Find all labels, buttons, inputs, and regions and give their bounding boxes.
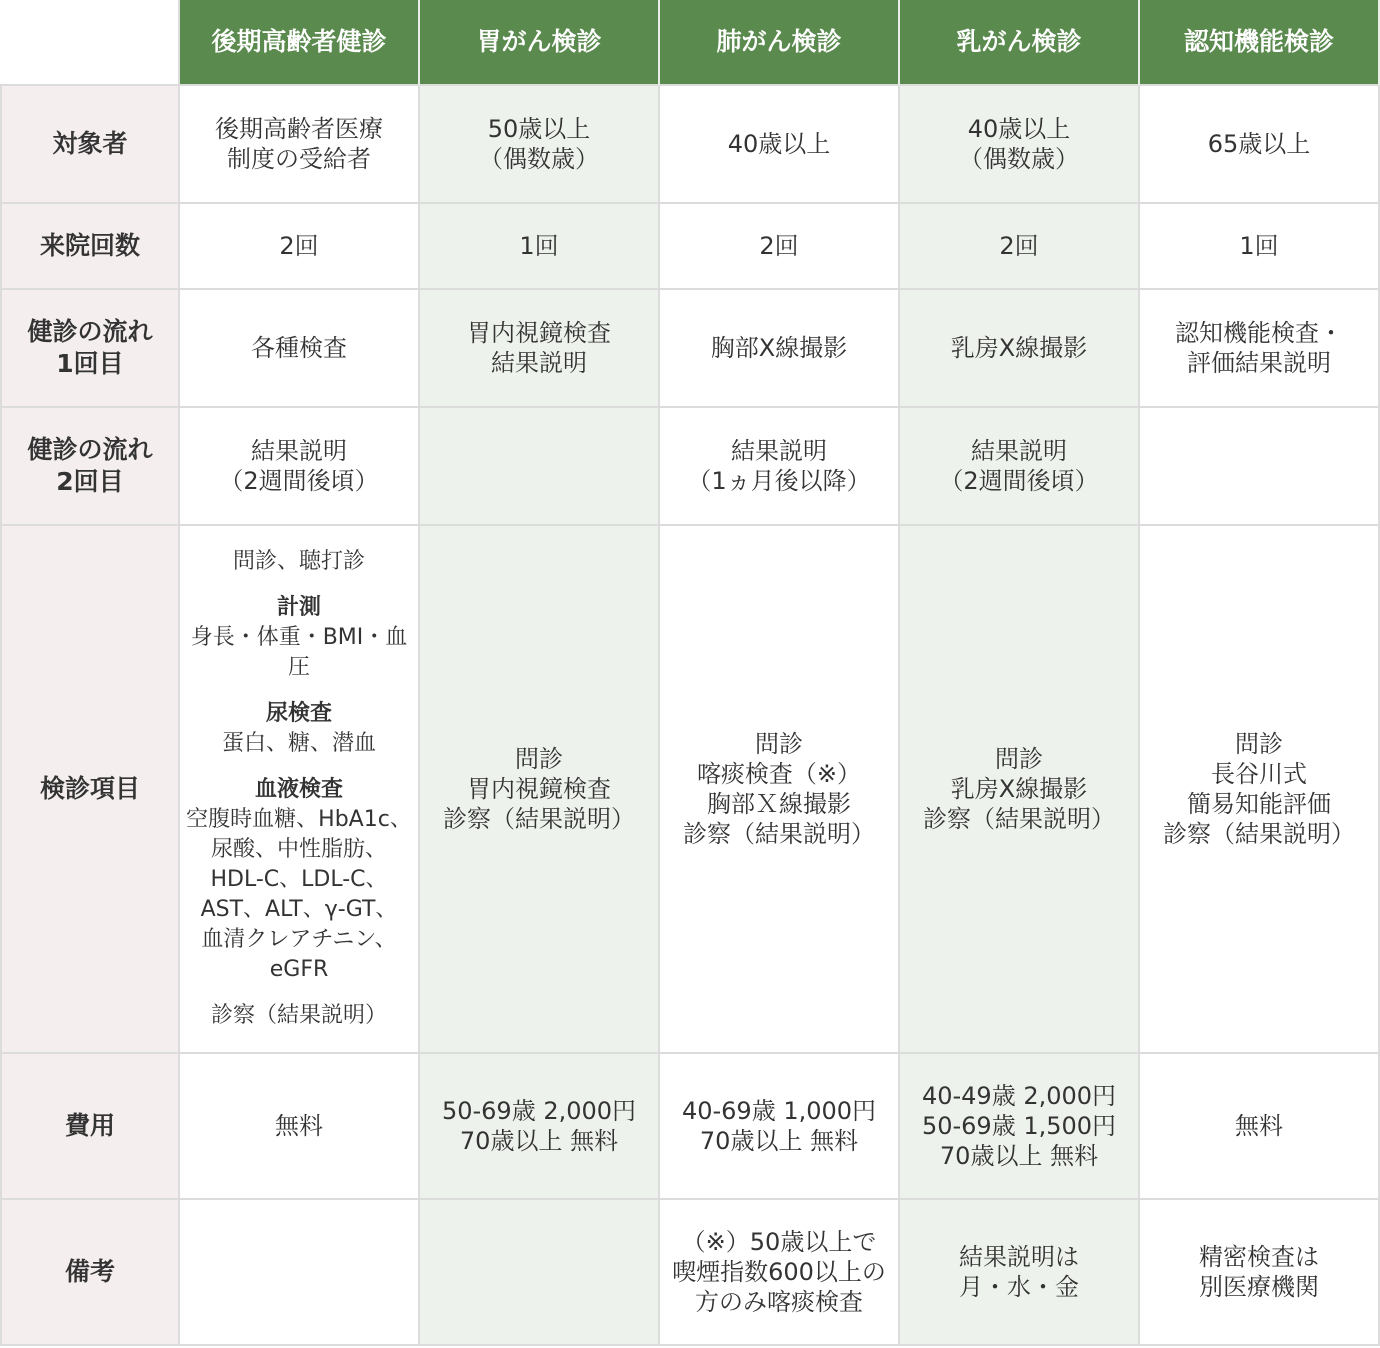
item-interview: 問診、聴打診 [232,549,365,574]
cell-notes-breast: 結果説明は 月・水・金 [900,1200,1140,1346]
item-urine-title: 尿検査 [265,701,332,726]
row-label-exam-items: 検診項目 [0,526,180,1054]
corner-cell [0,0,180,86]
cell-visits-breast: 2回 [900,204,1140,290]
row-label-visits: 来院回数 [0,204,180,290]
cell-flow2-breast: 結果説明 （2週間後頃） [900,408,1140,526]
cell-items-breast: 問診 乳房X線撮影 診察（結果説明） [900,526,1140,1054]
cell-cost-stomach: 50-69歳 2,000円 70歳以上 無料 [420,1054,660,1200]
cell-notes-stomach [420,1200,660,1346]
cell-visits-lung: 2回 [660,204,900,290]
cell-visits-cognitive: 1回 [1140,204,1380,290]
row-label-flow-first: 健診の流れ 1回目 [0,290,180,408]
cell-flow1-cognitive: 認知機能検査・ 評価結果説明 [1140,290,1380,408]
cell-target-stomach: 50歳以上 （偶数歳） [420,86,660,204]
header-lung-cancer: 肺がん検診 [660,0,900,86]
cell-flow2-lung: 結果説明 （1ヵ月後以降） [660,408,900,526]
cell-cost-cognitive: 無料 [1140,1054,1380,1200]
cell-target-lung: 40歳以上 [660,86,900,204]
cell-notes-cognitive: 精密検査は 別医療機関 [1140,1200,1380,1346]
cell-cost-breast: 40-49歳 2,000円 50-69歳 1,500円 70歳以上 無料 [900,1054,1140,1200]
row-label-notes: 備考 [0,1200,180,1346]
cell-cost-late-elderly: 無料 [180,1054,420,1200]
header-late-elderly-checkup: 後期高齢者健診 [180,0,420,86]
cell-target-cognitive: 65歳以上 [1140,86,1380,204]
cell-items-lung: 問診 喀痰検査（※） 胸部Ｘ線撮影 診察（結果説明） [660,526,900,1054]
row-label-cost: 費用 [0,1054,180,1200]
cell-notes-late-elderly [180,1200,420,1346]
header-breast-cancer: 乳がん検診 [900,0,1140,86]
cell-items-cognitive: 問診 長谷川式 簡易知能評価 診察（結果説明） [1140,526,1380,1054]
item-blood-body: 空腹時血糖、HbA1c、 尿酸、中性脂肪、 HDL-C、LDL-C、 AST、ALT、γ-GT、 血清クレアチニン、 eGFR [186,807,412,982]
cell-flow1-lung: 胸部X線撮影 [660,290,900,408]
cell-items-stomach: 問診 胃内視鏡検査 診察（結果説明） [420,526,660,1054]
item-exam: 診察（結果説明） [210,1003,387,1028]
item-blood-title: 血液検査 [254,777,343,802]
item-urine-body: 蛋白、糖、潜血 [221,731,376,756]
cell-target-late-elderly: 後期高齢者医療 制度の受給者 [180,86,420,204]
cell-flow2-late-elderly: 結果説明 （2週間後頃） [180,408,420,526]
cell-visits-stomach: 1回 [420,204,660,290]
cell-flow2-stomach [420,408,660,526]
cell-target-breast: 40歳以上 （偶数歳） [900,86,1140,204]
header-cognitive: 認知機能検診 [1140,0,1380,86]
cell-flow1-breast: 乳房X線撮影 [900,290,1140,408]
cell-visits-late-elderly: 2回 [180,204,420,290]
row-label-flow-second: 健診の流れ 2回目 [0,408,180,526]
row-label-target: 対象者 [0,86,180,204]
cell-notes-lung: （※）50歳以上で 喫煙指数600以上の 方のみ喀痰検査 [660,1200,900,1346]
cell-flow1-stomach: 胃内視鏡検査 結果説明 [420,290,660,408]
cell-flow1-late-elderly: 各種検査 [180,290,420,408]
item-measure-title: 計測 [276,595,321,620]
header-stomach-cancer: 胃がん検診 [420,0,660,86]
cell-flow2-cognitive [1140,408,1380,526]
cell-cost-lung: 40-69歳 1,000円 70歳以上 無料 [660,1054,900,1200]
item-measure-body: 身長・体重・BMI・血圧 [190,625,408,680]
cell-items-late-elderly [180,526,420,1054]
